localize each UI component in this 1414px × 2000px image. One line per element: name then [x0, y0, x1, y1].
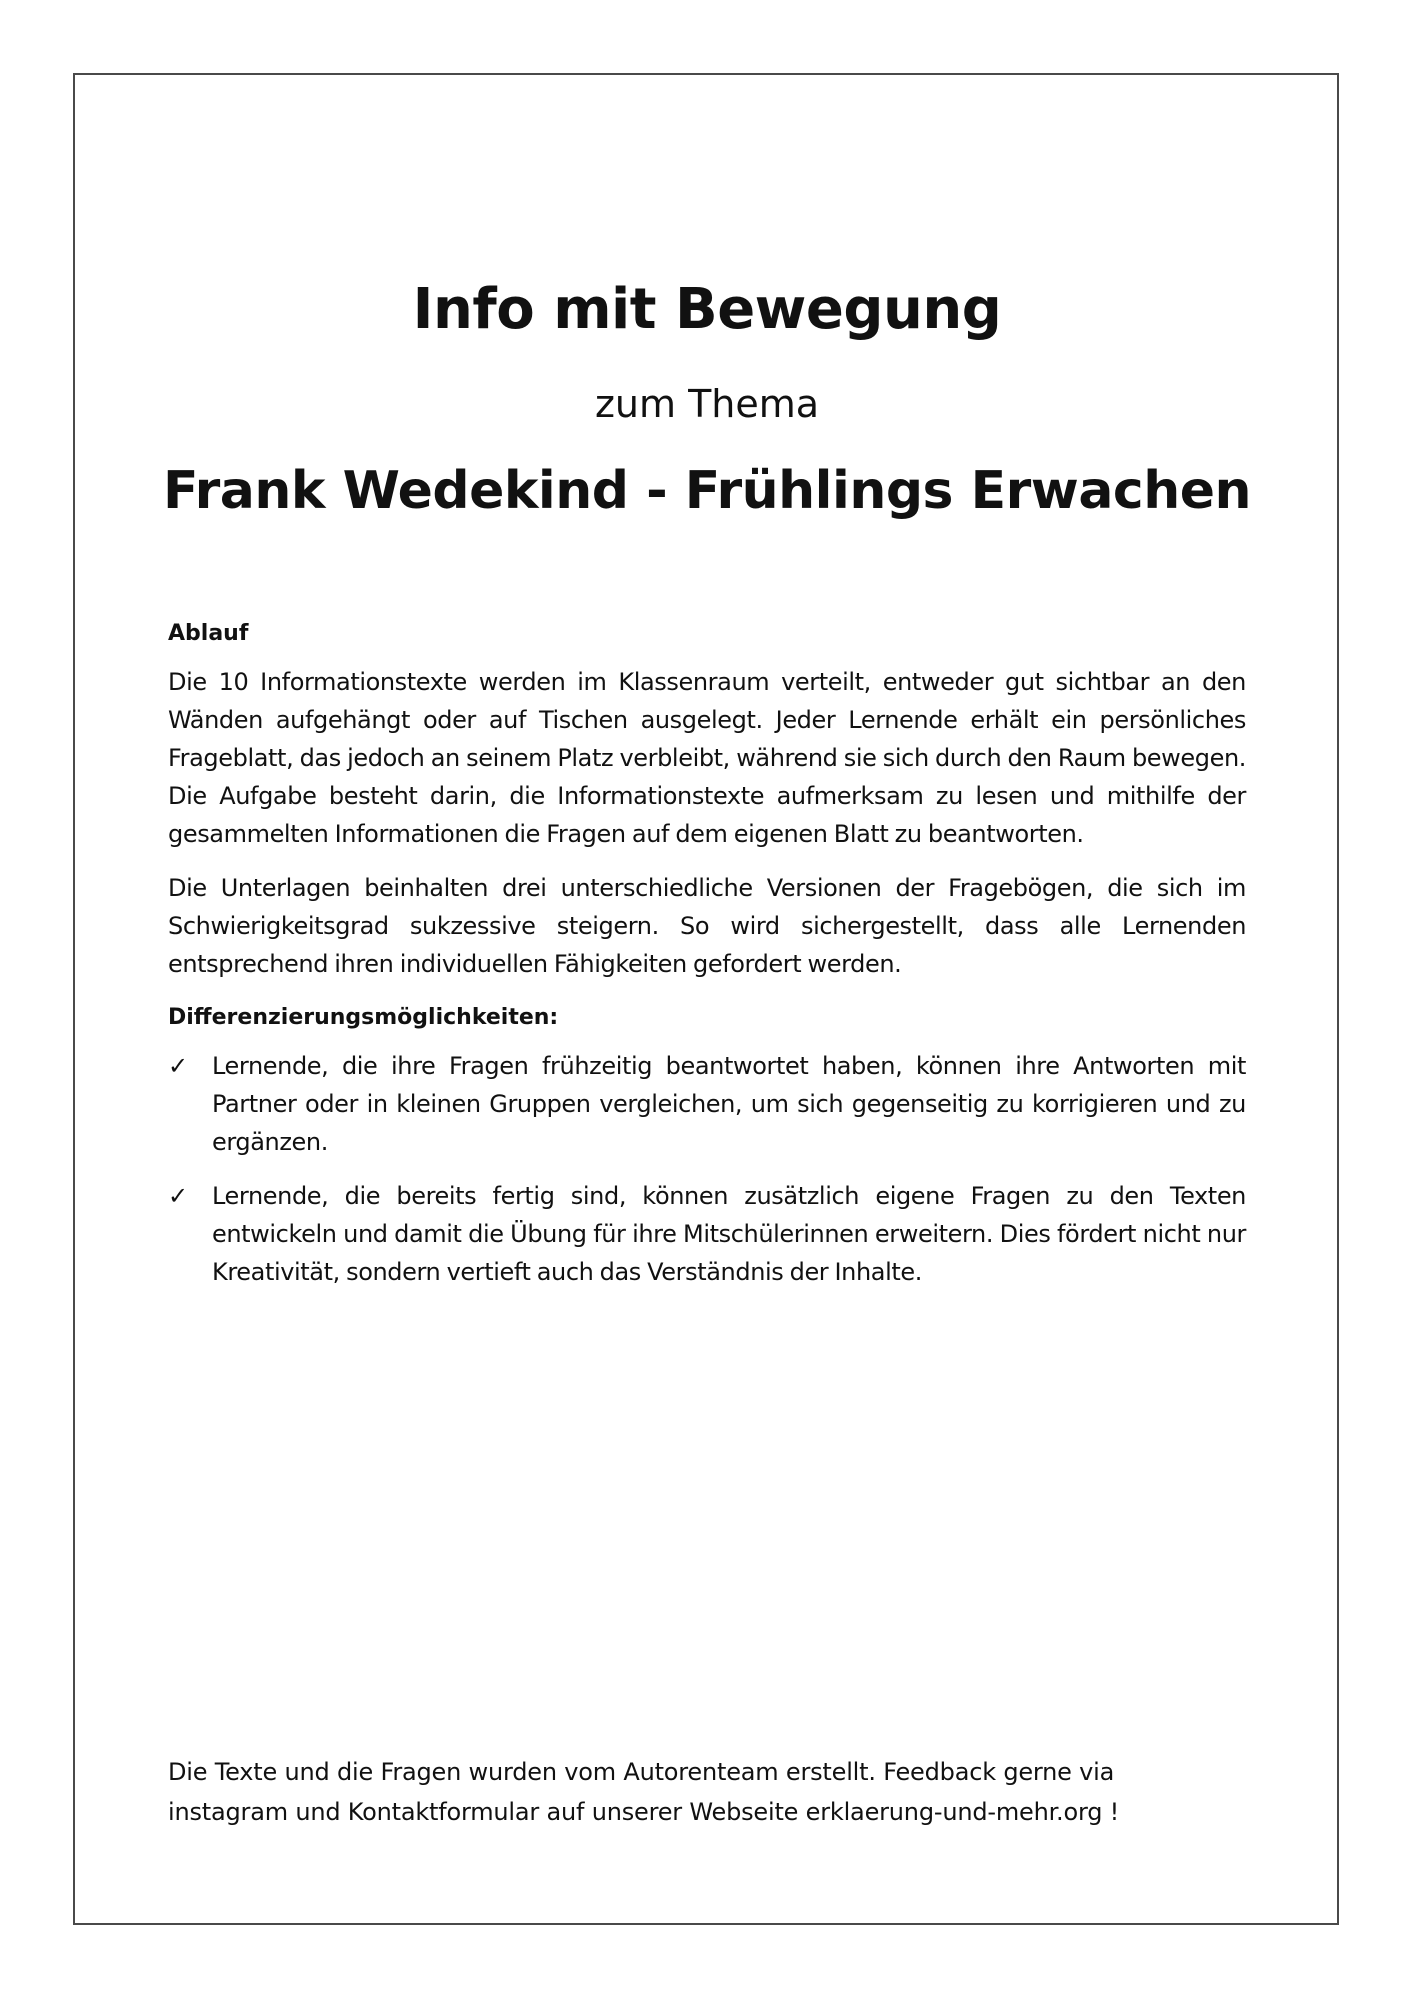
main-content [168, 615, 1246, 1307]
document-title: Info mit Bewegung [412, 277, 1002, 342]
list-item-text: Lernende, die bereits fertig sind, können zusätzlich eigene Fragen zu den Texten entwickeln und damit die Übung für ihre Mitschülerinnen erweitern. Dies fördert nicht nur Kreativität, sondern vertieft auch das Verständnis der Inhalte. [212, 1182, 1246, 1286]
document-subtitle: zum Thema [594, 382, 820, 426]
document-topic: Frank Wedekind - Frühlings Erwachen [162, 461, 1252, 521]
footer-line: Die Texte und die Fragen wurden vom Autorenteam erstellt. Feedback gerne via [168, 1758, 1115, 1786]
ablauf-paragraph: Die 10 Informationstexte werden im Klassenraum verteilt, entweder gut sichtbar an den Wänden aufgehängt oder auf Tischen ausgelegt. Jeder Lernende erhält ein persönliches Frageblatt, das jedoch an seinem Platz verbleibt, während sie sich durch den Raum bewegen. Die Aufgabe besteht darin, die Informationstexte aufmerksam zu lesen und mithilfe der gesammelten Informationen die Fragen auf dem eigenen Blatt zu beantworten. [168, 668, 1246, 848]
footer-line: instagram und Kontaktformular auf unserer Webseite erklaerung-und-mehr.org ! [168, 1798, 1120, 1826]
footer-note [168, 1752, 1246, 1832]
list-item [168, 1047, 1246, 1161]
checkmark-icon: ✓ [168, 1052, 189, 1080]
differenzierung-heading: Differenzierungsmöglichkeiten: [168, 1005, 559, 1030]
list-item [168, 1177, 1246, 1291]
ablauf-paragraph: Die Unterlagen beinhalten drei unterschiedliche Versionen der Fragebögen, die sich im Schwierigkeitsgrad sukzessive steigern. So wird sichergestellt, dass alle Lernenden entsprechend ihren individuellen Fähigkeiten gefordert werden. [168, 874, 1246, 978]
differenzierung-list [168, 1047, 1246, 1291]
list-item-text: Lernende, die ihre Fragen frühzeitig beantwortet haben, können ihre Antworten mit Partner oder in kleinen Gruppen vergleichen, um sich gegenseitig zu korrigieren und zu ergänzen. [212, 1052, 1246, 1156]
checkmark-icon: ✓ [168, 1182, 189, 1210]
ablauf-heading: Ablauf [168, 621, 249, 646]
